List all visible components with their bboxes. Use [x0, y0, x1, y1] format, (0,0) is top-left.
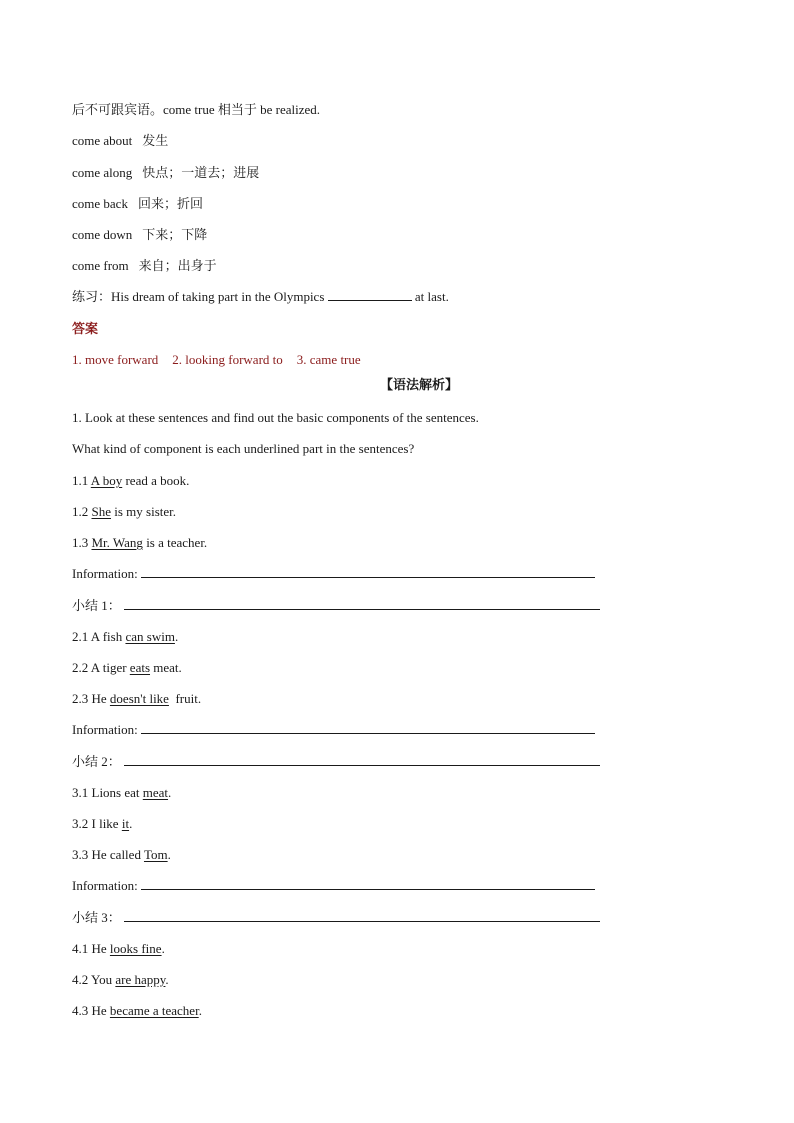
- sentence-pre: A tiger: [90, 660, 130, 675]
- sentence-underlined: looks fine: [109, 941, 162, 956]
- exercise-line: [72, 288, 449, 306]
- sentence-post: .: [167, 847, 171, 862]
- phrase-en: come back: [72, 196, 128, 211]
- sentence-underlined: Mr. Wang: [91, 535, 143, 550]
- sentence-number: 4.3: [72, 1003, 89, 1018]
- sentence: [72, 503, 176, 521]
- sentence-post: meat.: [150, 660, 182, 675]
- sentence-pre: He: [91, 1003, 110, 1018]
- sentence: [72, 659, 182, 677]
- grammar-intro-1: 1. Look at these sentences and find out the basic components of the sentences.: [72, 410, 479, 425]
- sentence-number: 1.2: [72, 504, 89, 519]
- sentence-pre: Lions eat: [91, 785, 143, 800]
- sentence-post: .: [168, 785, 172, 800]
- phrase-zh: 快点；一道去；进展: [142, 165, 260, 180]
- sentence-number: 4.1: [72, 941, 89, 956]
- phrase-zh: 来自；出身于: [138, 258, 217, 273]
- sentence-underlined: became a teacher: [109, 1003, 199, 1018]
- sentence-underlined: are happy: [115, 972, 166, 987]
- phrase-zh: 回来；折回: [137, 196, 203, 211]
- phrase-zh: 下来；下降: [142, 227, 208, 242]
- phrase-item: [72, 132, 168, 150]
- summary-line: [72, 597, 600, 615]
- sentence-underlined: can swim: [125, 629, 175, 644]
- vocab-note: 后不可跟宾语。come true 相当于 be realized.: [72, 102, 321, 117]
- sentence-underlined: Tom: [143, 847, 168, 862]
- sentence-underlined: meat: [142, 785, 169, 800]
- information-label: Information:: [72, 878, 138, 893]
- sentence-post: fruit.: [168, 691, 202, 706]
- phrase-item: [72, 226, 207, 244]
- sentence: [72, 472, 189, 490]
- sentence-number: 1.3: [72, 535, 89, 550]
- phrase-item: [72, 257, 217, 275]
- sentence-post: .: [174, 629, 179, 644]
- sentence-underlined: She: [91, 504, 111, 519]
- sentence-number: 4.2: [72, 972, 89, 987]
- sentence-number: 3.2: [72, 816, 89, 831]
- sentence-post: .: [165, 972, 169, 987]
- sentence-post: is my sister.: [111, 504, 177, 519]
- phrase-item: [72, 164, 259, 182]
- information-line: [72, 877, 595, 895]
- grammar-title: 【语法解析】: [379, 377, 458, 392]
- sentence-number: 3.3: [72, 847, 89, 862]
- sentence: [72, 1002, 202, 1020]
- sentence-pre: He called: [91, 847, 144, 862]
- sentence: [72, 971, 169, 989]
- exercise-after: at last.: [414, 289, 449, 304]
- sentence: [72, 940, 165, 958]
- phrase-en: come from: [72, 258, 129, 273]
- summary-label: 小结 1：: [72, 598, 121, 613]
- information-blank[interactable]: [141, 877, 595, 890]
- phrase-zh: 发生: [142, 133, 169, 148]
- phrase-en: come along: [72, 165, 133, 180]
- exercise-before: His dream of taking part in the Olympics: [111, 289, 325, 304]
- sentence: [72, 846, 171, 864]
- summary-line: [72, 909, 600, 927]
- sentence-underlined: A boy: [90, 473, 123, 488]
- summary-blank[interactable]: [124, 597, 600, 610]
- exercise-label: 练习：: [72, 289, 112, 304]
- phrase-item: [72, 195, 203, 213]
- summary-blank[interactable]: [124, 909, 600, 922]
- grammar-intro-2: What kind of component is each underlined part in the sentences?: [72, 441, 415, 456]
- sentence-pre: I like: [91, 816, 122, 831]
- sentence-post: .: [161, 941, 165, 956]
- sentence-pre: A fish: [90, 629, 126, 644]
- sentence: [72, 628, 178, 646]
- sentence: [72, 815, 132, 833]
- sentence-number: 2.1: [72, 629, 89, 644]
- sentence-underlined: it: [121, 816, 130, 831]
- sentence-post: .: [198, 1003, 202, 1018]
- sentence-post: .: [129, 816, 133, 831]
- sentence-number: 2.3: [72, 691, 89, 706]
- answer-item: 3. came true: [296, 352, 361, 367]
- summary-line: [72, 753, 600, 771]
- answer-item: 1. move forward: [72, 352, 159, 367]
- sentence-pre: He: [91, 691, 110, 706]
- answers-title: 答案: [72, 321, 99, 336]
- sentence-underlined: eats: [129, 660, 151, 675]
- sentence: [72, 690, 201, 708]
- sentence-pre: He: [91, 941, 110, 956]
- answers-line: [72, 351, 361, 369]
- information-line: [72, 565, 595, 583]
- sentence-pre: You: [91, 972, 116, 987]
- answer-item: 2. looking forward to: [172, 352, 283, 367]
- sentence-post: read a book.: [122, 473, 190, 488]
- exercise-blank[interactable]: [328, 288, 412, 301]
- sentence-number: 1.1: [72, 473, 89, 488]
- phrase-en: come about: [72, 133, 133, 148]
- summary-label: 小结 2：: [72, 754, 121, 769]
- sentence-post: is a teacher.: [142, 535, 208, 550]
- sentence: [72, 784, 171, 802]
- sentence-underlined: doesn't like: [109, 691, 169, 706]
- information-label: Information:: [72, 566, 138, 581]
- sentence-number: 2.2: [72, 660, 89, 675]
- phrase-en: come down: [72, 227, 133, 242]
- sentence-number: 3.1: [72, 785, 89, 800]
- sentence: [72, 534, 207, 552]
- summary-label: 小结 3：: [72, 910, 121, 925]
- information-line: [72, 721, 595, 739]
- summary-blank[interactable]: [124, 753, 600, 766]
- information-blank[interactable]: [141, 721, 595, 734]
- information-label: Information:: [72, 722, 138, 737]
- information-blank[interactable]: [141, 565, 595, 578]
